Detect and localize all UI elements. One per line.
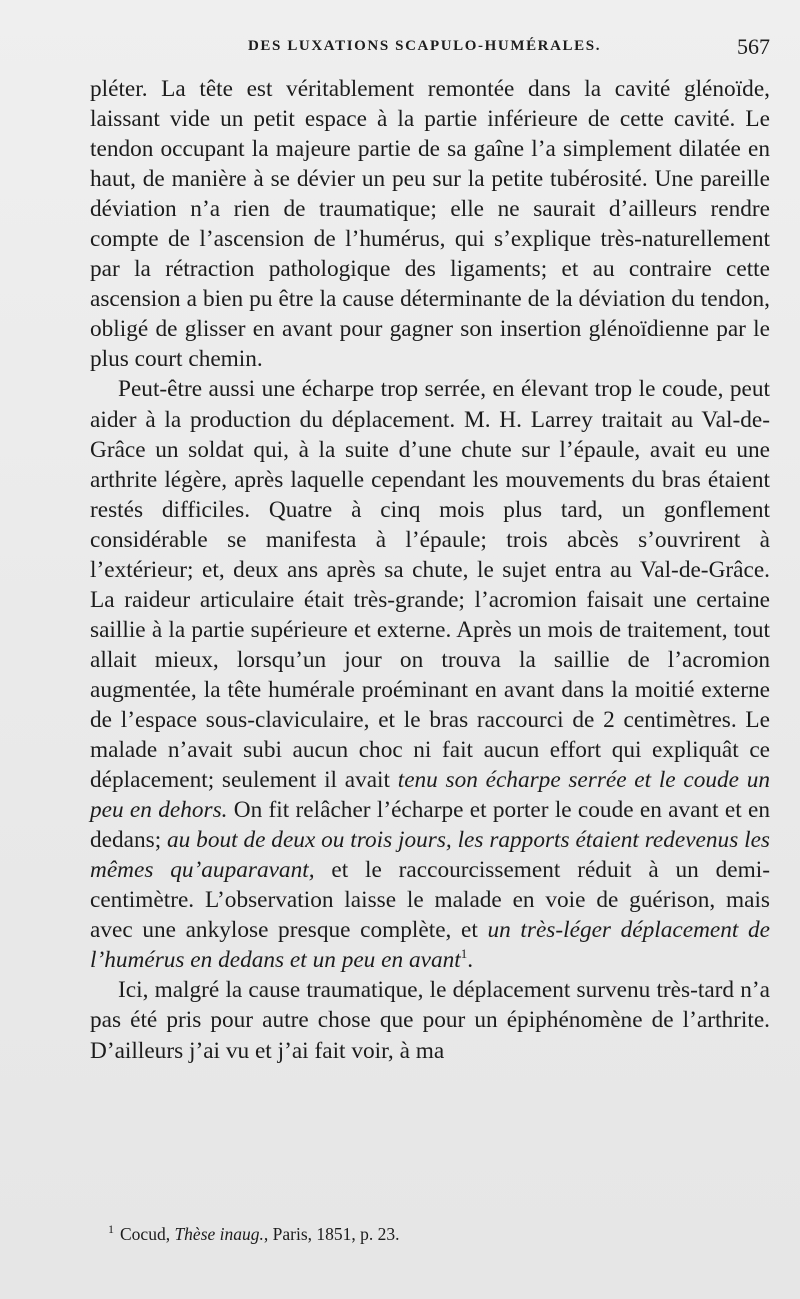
footnote-mark: 1 (108, 1222, 114, 1237)
paragraph-2-italic-3: un très-léger déplacement de l’humérus en dedans et un peu en avant (90, 917, 771, 974)
paragraph-2 (90, 374, 770, 975)
footnote-rest: , Paris, 1851, p. 23. (263, 1224, 400, 1244)
paragraph-2-end: . (467, 947, 474, 974)
paragraph-1: pléter. La tête est véritablement remontée dans la cavité glénoïde, laissant vide un petit espace à la partie inférieure de cette cavité. Le tendon occupant la majeure partie de sa gaîne l’a simplement dilatée en haut, de manière à se dévier un peu sur la petite tubérosité. Une pareille déviation n’a rien de traumatique; elle ne saurait d’ailleurs rendre compte de l’ascension de l’humérus, qui s’explique très-naturellement par la rétraction pathologique des ligaments; et au contraire cette ascension a bien pu être la cause déterminante de la déviation du tendon, obligé de glisser en avant pour gagner son insertion glénoïdienne par le plus court chemin. (90, 76, 770, 373)
paragraph-2-italic-2: au bout de deux ou trois jours, les rapports étaient redevenus les mêmes qu’auparavant, (90, 827, 770, 884)
footnote-reference[interactable]: 1 (460, 946, 468, 962)
paragraph-2-text-a: Peut-être aussi une écharpe trop serrée, en élevant trop le coude, peut aider à la production du déplacement. M. H. Larrey traitait au Val-de-Grâce un soldat qui, à la suite d’une chute sur l’épaule, avait eu une arthrite légère, après laquelle cependant les mouvements du bras étaient restés difficiles. Quatre à cinq mois plus tard, un gonflement considérable se manifesta à l’épaule; trois abcès s’ouvrirent à l’extérieur; et, deux ans après sa chute, le sujet entra au Val-de-Grâce. La raideur articulaire était très-grande; l’acromion faisait une certaine saillie à la partie supérieure et externe. Après un mois de traitement, tout allait mieux, lorsqu’un jour on trouva la saillie de l’acromion augmentée, la tête humérale proéminant en avant dans la moitié externe de l’espace sous-claviculaire, et le bras raccourci de 2 centimètres. Le malade n’avait subi aucun choc ni fait aucun effort qui expliquât ce déplacement; seulement il avait (90, 376, 770, 794)
footnote (90, 1223, 770, 1245)
paragraph-2-text-c: et le raccourcissement réduit à un demi-centimètre. L’observation laisse le malade en voie de guérison, mais avec une ankylose presque complète, et (90, 857, 771, 944)
paragraph-3: Ici, malgré la cause traumatique, le déplacement survenu très-tard n’a pas été pris pour autre chose que pour un épiphénomène de l’arthrite. D’ailleurs j’ai vu et j’ai fait voir, à ma (90, 977, 770, 1064)
page-header (90, 36, 770, 66)
paragraph-2-italic-1: tenu son écharpe serrée et le coude un peu en dehors. (90, 767, 770, 824)
body-text (90, 74, 770, 1066)
footnote-author: Cocud, (120, 1224, 171, 1244)
paragraph-2-text-b: On fit relâcher l’écharpe et porter le coude en avant et en dedans; (90, 797, 770, 854)
page-number: 567 (737, 34, 770, 59)
footnote-title: Thèse inaug. (174, 1224, 264, 1244)
running-head: DES LUXATIONS SCAPULO-HUMÉRALES. (248, 38, 602, 54)
